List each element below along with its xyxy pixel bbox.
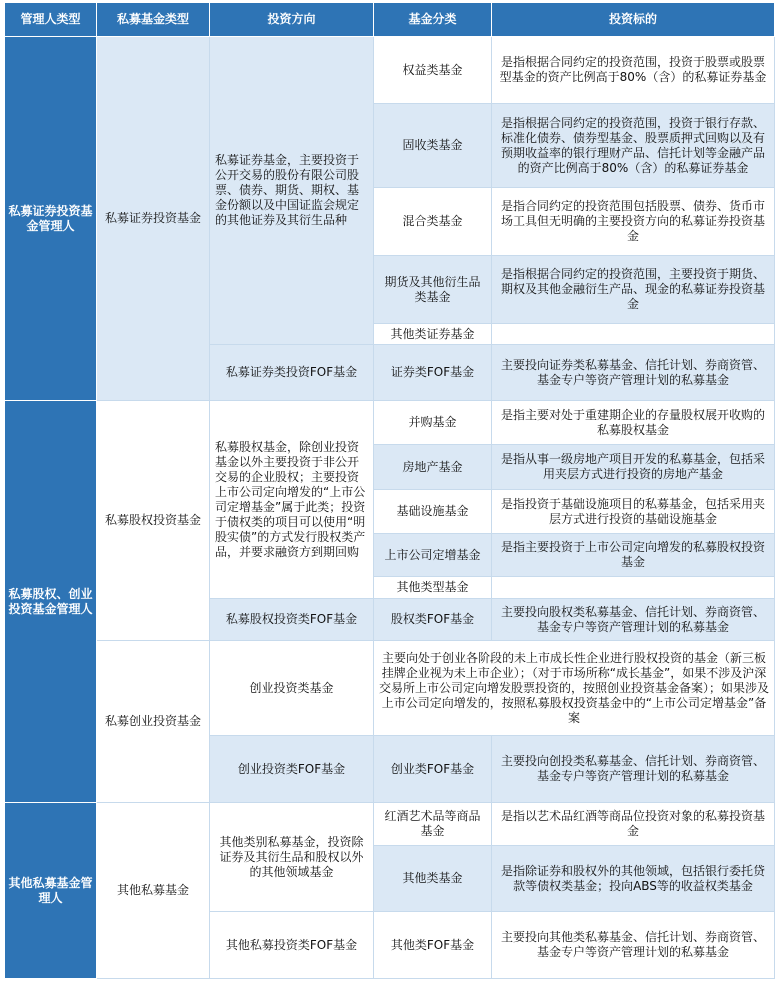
target-cell: 主要向处于创业各阶段的未上市成长性企业进行股权投资的基金（新三板挂牌企业视为未上市企业）；（对于市场所称“成长基金”，如果不涉及沪深交易所上市公司定向增发股票投资的，按照创业投资基金备案）；如果涉及上市公司定向增发的，按照私募股权投资基金中的“上市公司定增基金”备案 [374,641,775,736]
target-cell: 是指根据合同约定的投资范围，投资于股票或股票型基金的资产比例高于80%（含）的私募证券基金 [492,37,775,104]
target-cell: 主要投向证券类私募基金、信托计划、券商资管、基金专户等资产管理计划的私募基金 [492,345,775,401]
direction-cell: 私募证券基金，主要投资于公开交易的股份有限公司股票、债券、期货、期权、基金份额以及中国证监会规定的其他证券及其衍生品种 [210,37,374,345]
category-cell: 期货及其他衍生品类基金 [374,256,492,324]
category-cell: 创业类FOF基金 [374,736,492,803]
category-cell: 房地产基金 [374,445,492,490]
manager-type-cell: 其他私募基金管理人 [5,803,97,979]
direction-cell: 私募股权基金，除创业投资基金以外主要投资于非公开交易的企业股权；主要投资上市公司定向增发的“上市公司定增基金”属于此类；投资于债权类的项目可以使用“明股实债”的方式发行股权类产品，并要求融资方到期回购 [210,401,374,599]
target-cell: 是指根据合同约定的投资范围，投资于银行存款、标准化债券、债券型基金、股票质押式回购以及有预期收益率的银行理财产品、信托计划等金融产品的资产比例高于80%（含）的私募证券基金 [492,104,775,188]
header-manager-type: 管理人类型 [5,3,97,37]
fund-type-cell: 私募股权投资基金 [97,401,210,641]
header-row [5,3,775,37]
manager-type-cell: 私募证券投资基金管理人 [5,37,97,401]
category-cell: 上市公司定增基金 [374,534,492,577]
fund-type-cell: 其他私募基金 [97,803,210,979]
category-cell: 其他类FOF基金 [374,912,492,979]
target-cell: 是指根据合同约定的投资范围，主要投资于期货、期权及其他金融衍生产品、现金的私募证券投资基金 [492,256,775,324]
fund-type-cell: 私募创业投资基金 [97,641,210,803]
target-cell: 是指主要对处于重建期企业的存量股权展开收购的私募股权基金 [492,401,775,445]
target-cell: 是指投资于基础设施项目的私募基金，包括采用夹层方式进行投资的基础设施基金 [492,490,775,534]
fund-type-cell: 私募证券投资基金 [97,37,210,401]
direction-fof-cell: 创业投资类FOF基金 [210,736,374,803]
category-cell: 其他类型基金 [374,577,492,599]
target-cell: 主要投向创投类私募基金、信托计划、券商资管、基金专户等资产管理计划的私募基金 [492,736,775,803]
category-cell: 固收类基金 [374,104,492,188]
category-cell: 混合类基金 [374,188,492,256]
fund-classification-table [4,2,775,979]
category-cell: 其他类证券基金 [374,324,492,345]
category-cell: 红酒艺术品等商品基金 [374,803,492,846]
target-cell: 是指除证券和股权外的其他领域，包括银行委托贷款等债权类基金；投向ABS等的收益权类基金 [492,846,775,912]
header-direction: 投资方向 [210,3,374,37]
category-cell: 权益类基金 [374,37,492,104]
category-cell: 基础设施基金 [374,490,492,534]
target-cell: 主要投向其他类私募基金、信托计划、券商资管、基金专户等资产管理计划的私募基金 [492,912,775,979]
header-target: 投资标的 [492,3,775,37]
direction-fof-cell: 私募证券类投资FOF基金 [210,345,374,401]
table-row [5,803,775,846]
direction-fof-cell: 其他私募投资类FOF基金 [210,912,374,979]
table-row [5,37,775,104]
header-fund-type: 私募基金类型 [97,3,210,37]
direction-cell: 创业投资类基金 [210,641,374,736]
table-row [5,641,775,736]
category-cell: 证券类FOF基金 [374,345,492,401]
target-cell: 是指主要投资于上市公司定向增发的私募股权投资基金 [492,534,775,577]
target-cell: 是指合同约定的投资范围包括股票、债券、货币市场工具但无明确的主要投资方向的私募证券投资基金 [492,188,775,256]
category-cell: 其他类基金 [374,846,492,912]
target-cell [492,324,775,345]
header-category: 基金分类 [374,3,492,37]
category-cell: 股权类FOF基金 [374,599,492,641]
target-cell: 是指从事一级房地产项目开发的私募基金，包括采用夹层方式进行投资的房地产基金 [492,445,775,490]
table-row [5,401,775,445]
target-cell [492,577,775,599]
direction-fof-cell: 私募股权投资类FOF基金 [210,599,374,641]
manager-type-cell: 私募股权、创业投资基金管理人 [5,401,97,803]
target-cell: 是指以艺术品红酒等商品位投资对象的私募投资基金 [492,803,775,846]
direction-cell: 其他类别私募基金，投资除证券及其衍生品和股权以外的其他领域基金 [210,803,374,912]
target-cell: 主要投向股权类私募基金、信托计划、券商资管、基金专户等资产管理计划的私募基金 [492,599,775,641]
category-cell: 并购基金 [374,401,492,445]
